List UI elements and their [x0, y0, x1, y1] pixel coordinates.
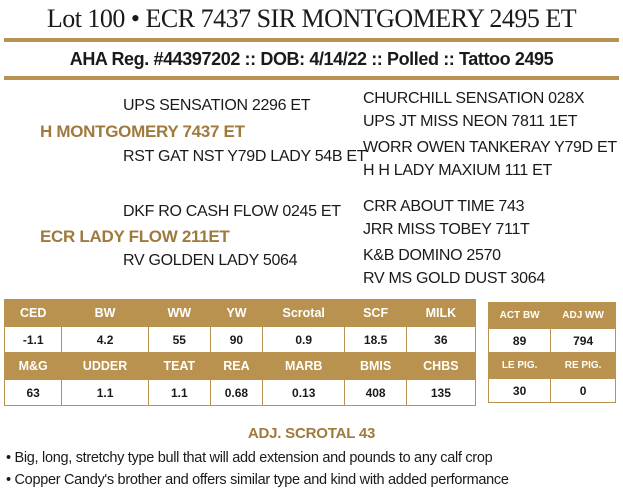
actual-header-row-2: [489, 353, 616, 379]
note-2: • Copper Candy's brother and offers similar type and kind with added performance: [6, 472, 509, 488]
actual-header-act-bw: ACT BW: [489, 303, 551, 329]
epd-header-row-2: [5, 353, 476, 380]
adj-scrotal: ADJ. SCROTAL 43: [247, 425, 376, 442]
pedigree-dss: CRR ABOUT TIME 743: [363, 198, 525, 215]
epd-header-ced: CED: [5, 300, 62, 327]
actual-value-adj-ww: 794: [551, 329, 616, 353]
pedigree-sss: CHURCHILL SENSATION 028X: [363, 90, 585, 107]
pedigree-ddd: RV MS GOLD DUST 3064: [363, 270, 545, 287]
epd-header-milk: MILK: [406, 300, 475, 327]
pedigree-dam: ECR LADY FLOW 211ET: [40, 227, 230, 246]
epd-header-bw: BW: [62, 300, 148, 327]
epd-header-teat: TEAT: [148, 353, 210, 380]
epd-header-chbs: CHBS: [406, 353, 475, 380]
pedigree-dam-dam: RV GOLDEN LADY 5064: [123, 252, 298, 269]
pedigree-ssd: UPS JT MISS NEON 7811 1ET: [363, 113, 578, 130]
actual-value-re-pig: 0: [551, 379, 616, 403]
epd-header-scrotal: Scrotal: [262, 300, 344, 327]
pedigree-sire: H MONTGOMERY 7437 ET: [40, 122, 245, 141]
actual-value-row-1: [489, 329, 616, 353]
epd-value-row-2: [5, 380, 476, 406]
epd-value-scrotal: 0.9: [262, 327, 344, 353]
epd-value-mg: 63: [5, 380, 62, 406]
epd-value-ced: -1.1: [5, 327, 62, 353]
epd-header-udder: UDDER: [62, 353, 148, 380]
pedigree-sdd: H H LADY MAXIUM 111 ET: [363, 162, 553, 179]
actual-value-act-bw: 89: [489, 329, 551, 353]
epd-value-udder: 1.1: [62, 380, 148, 406]
actual-value-le-pig: 30: [489, 379, 551, 403]
actual-measures-table: [488, 302, 616, 403]
epd-table: [4, 299, 476, 406]
epd-header-yw: YW: [210, 300, 262, 327]
registration-divider: [4, 76, 619, 80]
epd-value-yw: 90: [210, 327, 262, 353]
epd-value-scf: 18.5: [345, 327, 406, 353]
epd-value-bmis: 408: [345, 380, 406, 406]
epd-value-ww: 55: [148, 327, 210, 353]
pedigree-dam-sire: DKF RO CASH FLOW 0245 ET: [123, 203, 341, 220]
pedigree-dsd: JRR MISS TOBEY 711T: [363, 221, 530, 238]
epd-header-rea: REA: [210, 353, 262, 380]
epd-value-marb: 0.13: [262, 380, 344, 406]
pedigree-sds: WORR OWEN TANKERAY Y79D ET: [363, 139, 617, 156]
actual-header-row-1: [489, 303, 616, 329]
epd-value-teat: 1.1: [148, 380, 210, 406]
actual-header-adj-ww: ADJ WW: [551, 303, 616, 329]
pedigree-dds: K&B DOMINO 2570: [363, 247, 501, 264]
epd-header-scf: SCF: [345, 300, 406, 327]
actual-value-row-2: [489, 379, 616, 403]
epd-header-row-1: [5, 300, 476, 327]
epd-header-ww: WW: [148, 300, 210, 327]
epd-header-mg: M&G: [5, 353, 62, 380]
pedigree-sire-dam: RST GAT NST Y79D LADY 54B ET: [123, 148, 367, 165]
actual-header-le-pig: LE PIG.: [489, 353, 551, 379]
lot-title: Lot 100 • ECR 7437 SIR MONTGOMERY 2495 ET: [46, 4, 577, 33]
note-1: • Big, long, stretchy type bull that will add extension and pounds to any calf crop: [6, 450, 493, 466]
epd-value-row-1: [5, 327, 476, 353]
epd-value-chbs: 135: [406, 380, 475, 406]
top-divider: [4, 38, 619, 42]
registration-line: AHA Reg. #44397202 :: DOB: 4/14/22 :: Polled :: Tattoo 2495: [69, 49, 554, 69]
epd-value-rea: 0.68: [210, 380, 262, 406]
epd-value-bw: 4.2: [62, 327, 148, 353]
epd-value-milk: 36: [406, 327, 475, 353]
epd-header-bmis: BMIS: [345, 353, 406, 380]
epd-header-marb: MARB: [262, 353, 344, 380]
pedigree-sire-sire: UPS SENSATION 2296 ET: [123, 97, 311, 114]
actual-header-re-pig: RE PIG.: [551, 353, 616, 379]
